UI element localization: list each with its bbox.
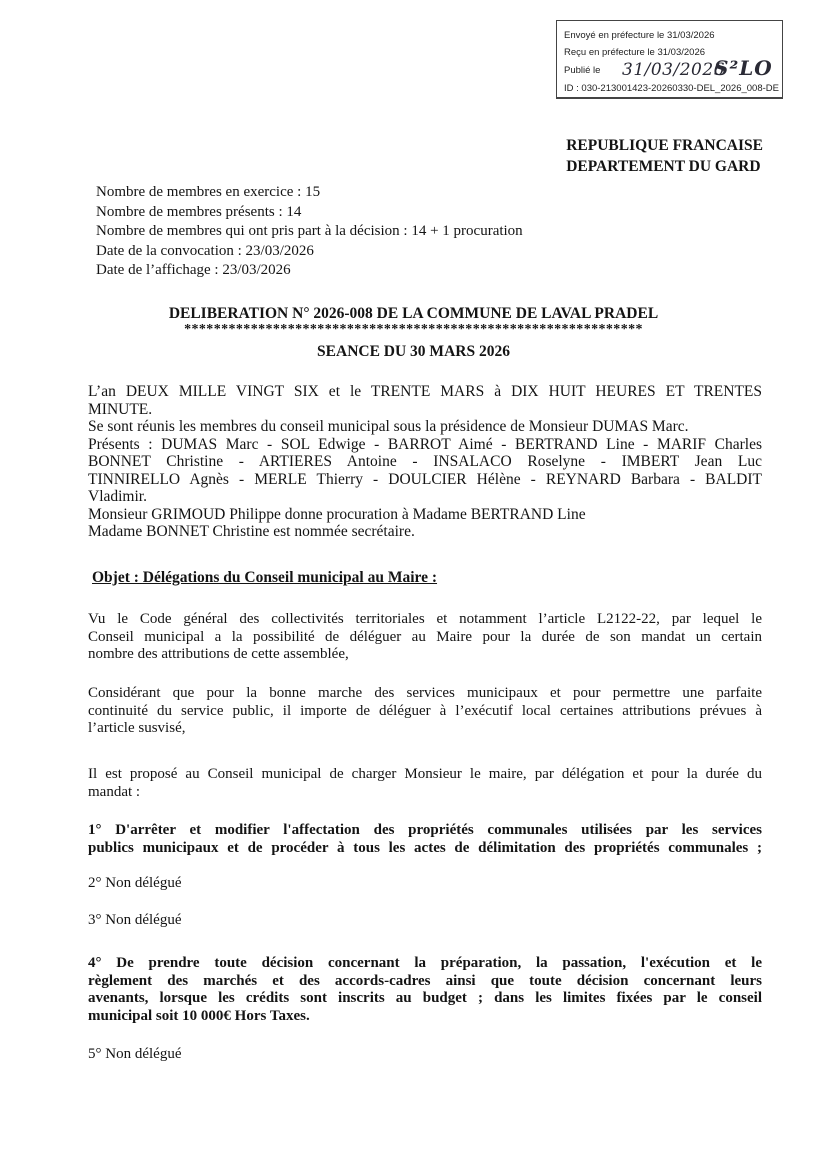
subject-heading: Objet : Délégations du Conseil municipal au Maire : [92,569,438,586]
item-4-line-3: avenants, lorsque les crédits sont inscrits au budget ; dans les limites fixées par le conseil [88,990,762,1006]
stamp-sent-date: Envoyé en préfecture le 31/03/2026 [564,30,715,41]
proposal-line-2: mandat : [88,783,141,800]
present-line-3: TINNIRELLO Agnès - MERLE Thierry - DOULCIER Hélène - REYNARD Barbara - BALDIT [88,470,762,488]
vu-line-1: Vu le Code général des collectivités territoriales et notamment l’article L2122-22, par lequel le [88,611,762,627]
item-4-line-4: municipal soit 10 000€ Hors Taxes. [88,1007,310,1024]
proxy-line: Monsieur GRIMOUD Philippe donne procuration à Madame BERTRAND Line [88,505,586,523]
session-date-line-2: MINUTE. [88,400,153,418]
present-line-2: BONNET Christine - ARTIERES Antoine - INSALACO Roselyne - IMBERT Jean Luc [88,453,762,470]
prefecture-stamp [556,20,783,99]
republic-title: REPUBLIQUE FRANCAISE [566,137,763,154]
proposal-line-1: Il est proposé au Conseil municipal de charger Monsieur le maire, par délégation et pour la durée du [88,766,762,782]
members-deciding: Nombre de membres qui ont pris part à la décision : 14 + 1 procuration [96,223,523,239]
delegation-item-5: 5° Non délégué [88,1046,182,1062]
item-1-line-2: publics municipaux et de procéder à tous les actes de délimitation des propriétés communales ; [88,839,762,856]
department-title: DEPARTEMENT DU GARD [566,158,761,175]
delegation-item-3: 3° Non délégué [88,912,182,928]
session-date-line-1: L’an DEUX MILLE VINGT SIX et le TRENTE MARS à DIX HUIT HEURES ET TRENTES [88,383,762,400]
item-4-line-2: règlement des marchés et des accords-cadres ainsi que toute décision concernant leurs [88,972,762,989]
members-present: Nombre de membres présents : 14 [96,203,302,220]
stamp-id: ID : 030-213001423-20260330-DEL_2026_008-DE [564,83,779,94]
vu-line-2: Conseil municipal a la possibilité de déléguer au Maire pour la durée de son mandat un certain [88,628,762,645]
delegation-item-1 [88,822,762,857]
item-4-line-1: 4° De prendre toute décision concernant la préparation, la passation, l'exécution et le [88,955,762,971]
members-info [96,183,523,281]
vu-paragraph [88,611,762,664]
proposal-paragraph [88,766,762,801]
delegation-item-2: 2° Non délégué [88,875,182,891]
convocation-date: Date de la convocation : 23/03/2026 [96,242,314,259]
considerant-line-2: continuité du service public, il importe de déléguer à l’exécutif local certaines attributions prévues à [88,702,762,719]
handwritten-publish-date: 31/03/2026 [622,60,725,80]
deliberation-title: DELIBERATION N° 2026-008 DE LA COMMUNE DE LAVAL PRADEL [168,305,659,322]
delegation-item-4 [88,955,762,1025]
stamp-published-label: Publié le [564,65,601,76]
session-paragraph [88,383,762,541]
considerant-line-1: Considérant que pour la bonne marche des services municipaux et pour permettre une parfaite [88,685,762,701]
session-reunion: Se sont réunis les membres du conseil municipal sous la présidence de Monsieur DUMAS Marc. [88,418,689,435]
secretary-line: Madame BONNET Christine est nommée secrétaire. [88,523,415,540]
members-in-office: Nombre de membres en exercice : 15 [96,184,321,200]
vu-line-3: nombre des attributions de cette assemblée, [88,646,349,662]
item-1-line-1: 1° D'arrêter et modifier l'affectation des propriétés communales utilisées par les services [88,822,762,838]
session-title: SEANCE DU 30 MARS 2026 [317,343,510,360]
stamp-received-date: Reçu en préfecture le 31/03/2026 [564,47,706,58]
stamp-published [564,56,773,80]
republic-header [566,135,763,177]
stars-separator: ************************************************************** [184,322,643,337]
considerant-paragraph [88,685,762,738]
present-line-4: Vladimir. [88,488,147,505]
display-date: Date de l’affichage : 23/03/2026 [96,262,291,278]
considerant-line-3: l’article susvisé, [88,720,186,736]
stamp-divider [557,97,782,98]
handwritten-mark: S²LO [714,56,773,80]
present-line-1: Présents : DUMAS Marc - SOL Edwige - BARROT Aimé - BERTRAND Line - MARIF Charles [88,435,762,453]
